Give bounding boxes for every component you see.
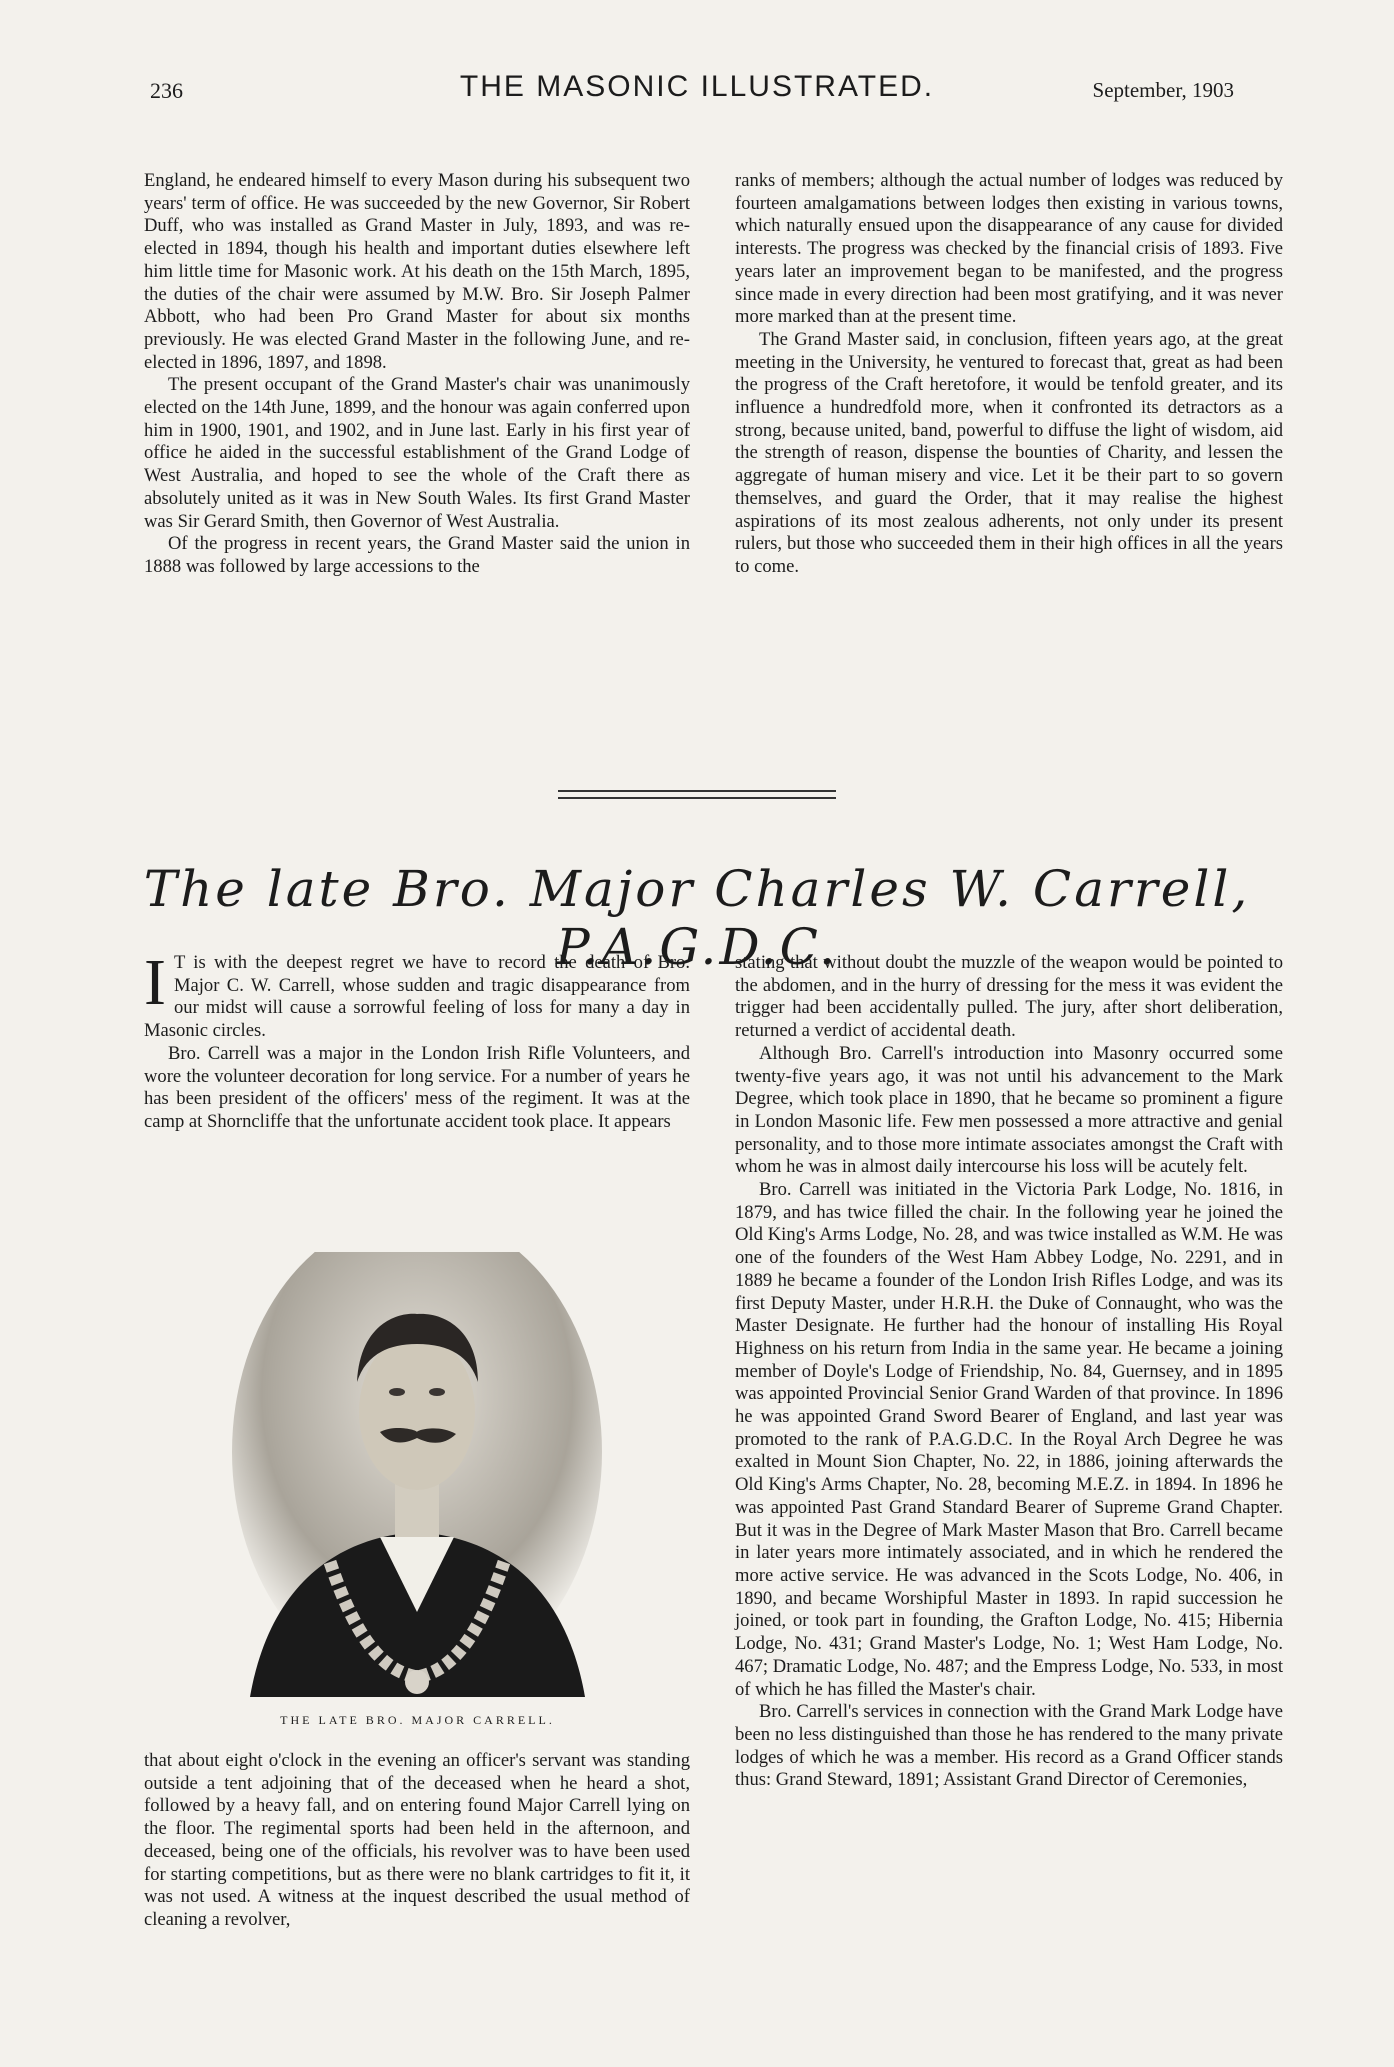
page-number: 236 — [150, 78, 183, 103]
article-title: The late Bro. Major Charles W. Carrell, P.A.G.D.C. — [143, 860, 1251, 976]
section-divider — [558, 797, 836, 799]
article-left-column-bottom — [144, 1750, 690, 1932]
paragraph: ranks of members; although the actual number of lodges was reduced by fourteen amalgamations between lodges then existing in various towns, which naturally ensued upon the disappearance of any cause for divided interests. The progress was checked by the financial crisis of 1893. Five years later an improvement began to be manifested, and the progress since made in every direction had been most gratifying, and it was never more marked than at the present time. — [735, 170, 1283, 328]
paragraph: Of the progress in recent years, the Grand Master said the union in 1888 was followed by large accessions to the — [144, 533, 690, 577]
paragraph: Bro. Carrell was initiated in the Victoria Park Lodge, No. 1816, in 1879, and has twice filled the chair. In the following year he joined the Old King's Arms Lodge, No. 28, and was twice installed as W.M. He was one of the founders of the West Ham Abbey Lodge, No. 2291, and in 1889 he became a founder of the London Irish Rifles Lodge, and was its first Deputy Master, under H.R.H. the Duke of Connaught, who was the Master Designate. He further had the honour of installing His Royal Highness on his return from India in the same year. He became a joining member of Doyle's Lodge of Friendship, No. 84, Guernsey, and in 1895 was appointed Provincial Senior Grand Warden of that province. In 1896 he was appointed Grand Sword Bearer of England, and last year was promoted to the rank of P.A.G.D.C. In the Royal Arch Degree he was exalted in Mount Sion Chapter, No. 22, in 1886, joining afterwards the Old King's Arms Chapter, No. 28, becoming M.E.Z. in 1894. In 1896 he was appointed Past Grand Standard Bearer of Supreme Grand Chapter. But it was in the Degree of Mark Master Mason that Bro. Carrell became in later years more intimately associated, and in which he rendered the more active service. He was advanced in the Scots Lodge, No. 406, in 1890, and became Worshipful Master in 1893. In rapid succession he joined, or took part in founding, the Grafton Lodge, No. 415; Hibernia Lodge, No. 431; Grand Master's Lodge, No. 1; West Ham Lodge, No. 467; Dramatic Lodge, No. 487; and the Empress Lodge, No. 533, in most of which he has filled the Master's chair. — [735, 1179, 1283, 1700]
paragraph: Although Bro. Carrell's introduction into Masonry occurred some twenty-five years ago, it was not until his advancement to the Mark Degree, which took place in 1890, that he became so prominent a figure in London Masonic life. Few men possessed a more attractive and genial personality, and to those more intimate associates amongst the Craft with whom he was in almost daily intercourse his loss will be acutely felt. — [735, 1042, 1283, 1178]
paragraph: England, he endeared himself to every Mason during his subsequent two years' term of office. He was succeeded by the new Governor, Sir Robert Duff, who was installed as Grand Master in July, 1893, and was re-elected in 1894, though his health and important duties elsewhere left him little time for Masonic work. At his death on the 15th March, 1895, the duties of the chair were assumed by M.W. Bro. Sir Joseph Palmer Abbott, who had been Pro Grand Master for about six months previously. He was elected Grand Master in the following June, and re-elected in 1896, 1897, and 1898. — [144, 170, 690, 373]
portrait-caption: THE LATE BRO. MAJOR CARRELL. — [280, 1713, 555, 1727]
issue-date: September, 1903 — [1092, 78, 1234, 102]
publication-title: THE MASONIC ILLUSTRATED. — [459, 70, 935, 103]
article-left-column-top — [144, 946, 690, 1134]
page-header — [0, 70, 1394, 110]
paragraph: The Grand Master said, in conclusion, fifteen years ago, at the great meeting in the University, he ventured to forecast that, great as had been the progress of the Craft heretofore, it would be tenfold greater, and its influence a hundredfold more, when it confronted its detractors as a strong, because united, band, powerful to diffuse the light of wisdom, aid the strength of reason, dispense the bounties of Charity, and lessen the aggregate of human misery and vice. Let it be their part to so govern themselves, and guard the Order, that it may realise the highest aspirations of its most zealous adherents, not only under its present rulers, but those who succeeded them in their high offices in all the years to come. — [735, 328, 1283, 577]
opening-paragraph — [144, 946, 690, 1043]
paragraph: stating that without doubt the muzzle of the weapon would be pointed to the abdomen, and in the hurry of dressing for the mess it was evident the trigger had been accidentally pulled. The jury, after short deliberation, returned a verdict of accidental death. — [735, 952, 1283, 1042]
opening-text: T is with the deepest regret we have to record the death of Bro. Major C. W. Carrell, whose sudden and tragic disappearance from our midst will cause a sorrowful feeling of loss for many a day in Masonic circles. — [144, 952, 690, 1042]
paragraph: The present occupant of the Grand Master's chair was unanimously elected on the 14th June, 1899, and the honour was again conferred upon him in 1900, 1901, and 1902, and in June last. Early in his first year of office he aided in the successful establishment of the Grand Lodge of West Australia, and hoped to see the whole of the Craft there as absolutely united as it was in New South Wales. Its first Grand Master was Sir Gerard Smith, then Governor of West Australia. — [144, 374, 690, 532]
paragraph: Bro. Carrell's services in connection with the Grand Mark Lodge have been no less distinguished than those he has rendered to the many private lodges of which he was a member. His record as a Grand Officer stands thus: Grand Steward, 1891; Assistant Grand Director of Ceremonies, — [735, 1701, 1283, 1791]
portrait-image — [230, 1252, 605, 1697]
paragraph: that about eight o'clock in the evening an officer's servant was standing outside a tent adjoining that of the deceased when he heard a shot, followed by a heavy fall, and on entering found Major Carrell lying on the floor. The regimental sports had been held in the afternoon, and deceased, being one of the officials, his revolver was to have been used for starting competitions, but as there were no blank cartridges to fit it, it was not used. A witness at the inquest described the usual method of cleaning a revolver, — [144, 1750, 690, 1930]
paragraph: Bro. Carrell was a major in the London Irish Rifle Volunteers, and wore the volunteer decoration for long service. For a number of years he has been president of the officers' mess of the regiment. It was at the camp at Shorncliffe that the unfortunate accident took place. It appears — [144, 1042, 690, 1132]
drop-cap: I — [144, 946, 166, 1019]
section-divider — [558, 790, 836, 792]
top-article-left-column — [144, 170, 690, 579]
top-article-right-column — [735, 170, 1283, 579]
article-right-column — [735, 952, 1283, 1792]
